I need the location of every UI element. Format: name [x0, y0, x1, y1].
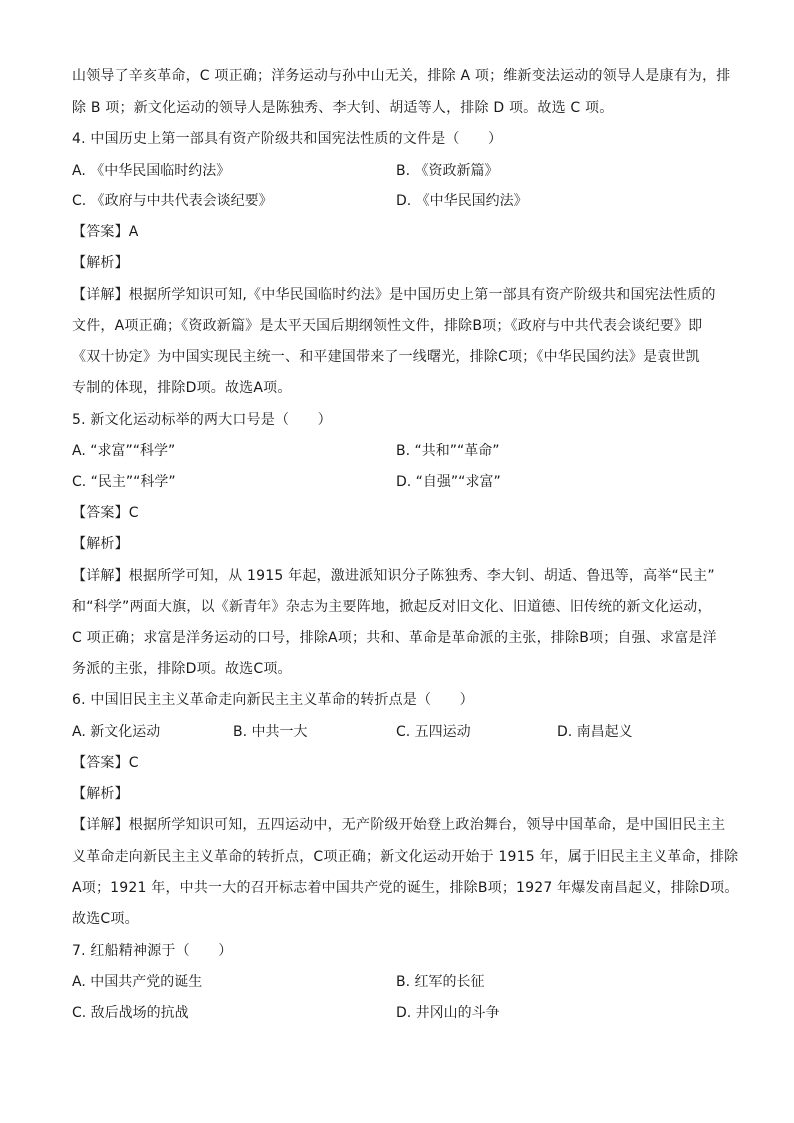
- question-4-stem: 4. 中国历史上第一部具有资产阶级共和国宪法性质的文件是（ ）: [72, 131, 503, 147]
- q6-option-a: A. 新文化运动: [72, 724, 161, 740]
- q6-detail-line: A项；1921 年，中共一大的召开标志着中国共产党的诞生，排除B项；1927 年爆发南昌起义，排除D项。: [72, 880, 739, 896]
- q5-analysis-label: 【解析】: [72, 536, 129, 552]
- q4-analysis-label: 【解析】: [72, 255, 129, 271]
- q4-answer: 【答案】A: [72, 224, 139, 240]
- q6-detail-line: 故选C项。: [72, 911, 139, 927]
- q4-detail-line: 专制的体现，排除D项。故选A项。: [72, 380, 292, 396]
- q4-detail-line: 《双十协定》为中国实现民主统一、和平建国带来了一线曙光，排除C项；《中华民国约法》是袁世凯: [72, 349, 700, 365]
- text-line: 除 B 项；新文化运动的领导人是陈独秀、李大钊、胡适等人，排除 D 项。故选 C 项。: [72, 100, 614, 116]
- q6-detail-line: 义革命走向新民主主义革命的转折点，C项正确；新文化运动开始于 1915 年，属于旧民主主义革命，排除: [72, 849, 739, 865]
- q4-option-c: C. 《政府与中共代表会谈纪要》: [72, 193, 273, 209]
- q4-detail-line: 文件，A项正确；《资政新篇》是太平天国后期纲领性文件，排除B项；《政府与中共代表会谈纪要》即: [72, 318, 703, 334]
- q7-option-d: D. 井冈山的斗争: [396, 1005, 500, 1021]
- q5-option-c: C. “民主”“科学”: [72, 474, 176, 490]
- q4-option-b: B. 《资政新篇》: [396, 163, 499, 179]
- q7-option-a: A. 中国共产党的诞生: [72, 974, 203, 990]
- q5-answer: 【答案】C: [72, 505, 139, 521]
- q4-option-d: D. 《中华民国约法》: [396, 193, 528, 209]
- q5-option-d: D. “自强”“求富”: [396, 474, 501, 490]
- q6-option-b: B. 中共一大: [233, 724, 308, 740]
- q7-option-c: C. 敌后战场的抗战: [72, 1005, 189, 1021]
- question-6-stem: 6. 中国旧民主主义革命走向新民主主义革命的转折点是（ ）: [72, 692, 474, 708]
- q7-option-b: B. 红军的长征: [396, 974, 485, 990]
- q6-option-d: D. 南昌起义: [557, 724, 633, 740]
- question-7-stem: 7. 红船精神源于（ ）: [72, 943, 233, 959]
- q5-option-a: A. “求富”“科学”: [72, 443, 176, 459]
- q5-detail-line: 务派的主张，排除D项。故选C项。: [72, 661, 292, 677]
- q5-detail-line: C 项正确；求富是洋务运动的口号，排除A项；共和、革命是革命派的主张，排除B项；自强、求富是洋: [72, 630, 717, 646]
- q6-analysis-label: 【解析】: [72, 786, 129, 802]
- q5-option-b: B. “共和”“革命”: [396, 443, 500, 459]
- q6-answer: 【答案】C: [72, 755, 139, 771]
- text-line: 山领导了辛亥革命，C 项正确；洋务运动与孙中山无关，排除 A 项；维新变法运动的领导人是康有为，排: [72, 68, 731, 84]
- q5-detail-line: 和“科学”两面大旗，以《新青年》杂志为主要阵地，掀起反对旧文化、旧道德、旧传统的新文化运动，: [72, 599, 712, 615]
- q4-detail-line: 【详解】根据所学知识可知,《中华民国临时约法》是中国历史上第一部具有资产阶级共和国宪法性质的: [72, 287, 716, 303]
- question-5-stem: 5. 新文化运动标举的两大口号是（ ）: [72, 412, 332, 428]
- q6-detail-line: 【详解】根据所学知识可知，五四运动中，无产阶级开始登上政治舞台，领导中国革命，是中国旧民主主: [72, 817, 726, 833]
- q6-option-c: C. 五四运动: [396, 724, 471, 740]
- q4-option-a: A. 《中华民国临时约法》: [72, 163, 231, 179]
- q5-detail-line: 【详解】根据所学可知，从 1915 年起，激进派知识分子陈独秀、李大钊、胡适、鲁迅等，高举“民主”: [72, 568, 715, 584]
